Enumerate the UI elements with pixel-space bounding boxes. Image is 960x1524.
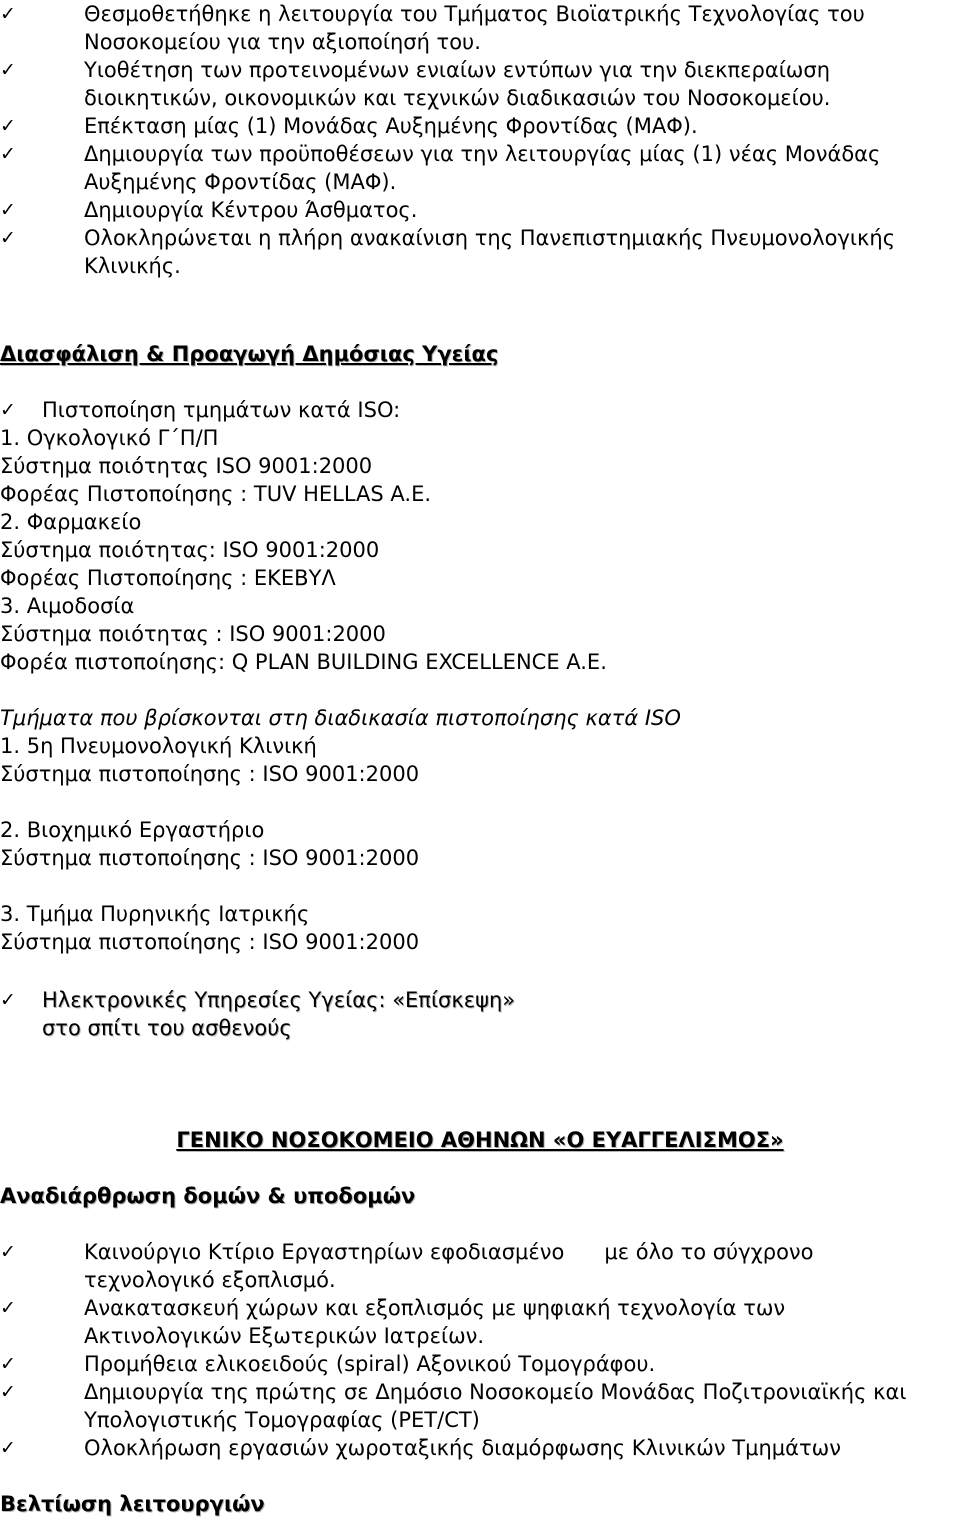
checkmark-icon: ✓	[0, 3, 16, 25]
checkmark-icon: ✓	[0, 115, 16, 137]
list-item-continuation: Αυξημένης Φροντίδας (ΜΑΦ).	[84, 170, 397, 194]
certified-department: 3. Αιμοδοσία	[0, 594, 135, 618]
section-heading: Διασφάλιση & Προαγωγή Δημόσιας Υγείας	[0, 342, 499, 366]
certification-body: Φορέας Πιστοποίησης : ΕΚΕΒΥΛ	[0, 566, 336, 590]
list-item: Ολοκλήρωση εργασιών χωροταξικής διαμόρφωσης Κλινικών Τμημάτων	[84, 1436, 841, 1460]
checkmark-icon: ✓	[0, 227, 16, 249]
quality-system: Σύστημα ποιότητας: ISO 9001:2000	[0, 538, 380, 562]
section-heading: Αναδιάρθρωση δομών & υποδομών	[0, 1184, 416, 1208]
checkmark-icon: ✓	[0, 989, 16, 1011]
checkmark-icon: ✓	[0, 59, 16, 81]
list-item-continuation: Υπολογιστικής Τομογραφίας (PET/CT)	[84, 1408, 480, 1432]
list-item: Δημιουργία των προϋποθέσεων για την λειτουργίας μίας (1) νέας Μονάδας	[84, 142, 881, 166]
certification-system: Σύστημα πιστοποίησης : ISO 9001:2000	[0, 846, 420, 870]
department-name: 1. 5η Πνευμονολογική Κλινική	[0, 734, 317, 758]
section-heading: Βελτίωση λειτουργιών	[0, 1492, 265, 1516]
checkmark-icon: ✓	[0, 1241, 16, 1263]
certification-body: Φορέα πιστοποίησης: Q PLAN BUILDING EXCELLENCE A.E.	[0, 650, 607, 674]
list-item: Καινούργιο Κτίριο Εργαστηρίων εφοδιασμένο με όλο το σύγχρονο	[84, 1240, 814, 1264]
list-item-continuation: Κλινικής.	[84, 254, 181, 278]
list-item: Προμήθεια ελικοειδούς (spiral) Αξονικού Τομογράφου.	[84, 1352, 656, 1376]
list-item-continuation: στο σπίτι του ασθενούς	[42, 1016, 292, 1040]
hospital-title: ΓΕΝΙΚΟ ΝΟΣΟΚΟΜΕΙΟ ΑΘΗΝΩΝ «Ο ΕΥΑΓΓΕΛΙΣΜΟΣ»	[176, 1128, 784, 1152]
list-item-continuation: Νοσοκομείου για την αξιοποίησή του.	[84, 30, 481, 54]
list-item-continuation: διοικητικών, οικονομικών και τεχνικών διαδικασιών του Νοσοκομείου.	[84, 86, 831, 110]
checkmark-icon: ✓	[0, 399, 16, 421]
checkmark-icon: ✓	[0, 199, 16, 221]
certification-system: Σύστημα πιστοποίησης : ISO 9001:2000	[0, 762, 420, 786]
certified-department: 2. Φαρμακείο	[0, 510, 142, 534]
list-item: Θεσμοθετήθηκε η λειτουργία του Τμήματος Βιοϊατρικής Τεχνολογίας του	[84, 2, 865, 26]
certified-department: 1. Ογκολογικό Γ΄Π/Π	[0, 426, 219, 450]
subsection-title: Τμήματα που βρίσκονται στη διαδικασία πιστοποίησης κατά ISO	[0, 706, 681, 730]
list-item-continuation: τεχνολογικό εξοπλισμό.	[84, 1268, 336, 1292]
certification-system: Σύστημα πιστοποίησης : ISO 9001:2000	[0, 930, 420, 954]
list-item: Πιστοποίηση τμημάτων κατά ISO:	[42, 398, 401, 422]
checkmark-icon: ✓	[0, 1297, 16, 1319]
checkmark-icon: ✓	[0, 1381, 16, 1403]
list-item: Ανακατασκευή χώρων και εξοπλισμός με ψηφιακή τεχνολογία των	[84, 1296, 786, 1320]
certification-body: Φορέας Πιστοποίησης : TUV HELLAS A.E.	[0, 482, 432, 506]
department-name: 3. Τμήμα Πυρηνικής Ιατρικής	[0, 902, 310, 926]
list-item: Ολοκληρώνεται η πλήρη ανακαίνιση της Πανεπιστημιακής Πνευμονολογικής	[84, 226, 896, 250]
list-item-continuation: Ακτινολογικών Εξωτερικών Ιατρείων.	[84, 1324, 485, 1348]
checkmark-icon: ✓	[0, 1437, 16, 1459]
quality-system: Σύστημα ποιότητας : ISO 9001:2000	[0, 622, 386, 646]
list-item: Δημιουργία Κέντρου Άσθματος.	[84, 198, 418, 222]
list-item: Επέκταση μίας (1) Μονάδας Αυξημένης Φροντίδας (ΜΑΦ).	[84, 114, 698, 138]
quality-system: Σύστημα ποιότητας ISO 9001:2000	[0, 454, 373, 478]
department-name: 2. Βιοχημικό Εργαστήριο	[0, 818, 265, 842]
list-item: Ηλεκτρονικές Υπηρεσίες Υγείας: «Επίσκεψη»	[42, 988, 516, 1012]
checkmark-icon: ✓	[0, 143, 16, 165]
list-item: Υιοθέτηση των προτεινομένων ενιαίων εντύπων για την διεκπεραίωση	[84, 58, 831, 82]
checkmark-icon: ✓	[0, 1353, 16, 1375]
list-item: Δημιουργία της πρώτης σε Δημόσιο Νοσοκομείο Μονάδας Ποζιτρονιαϊκής και	[84, 1380, 907, 1404]
